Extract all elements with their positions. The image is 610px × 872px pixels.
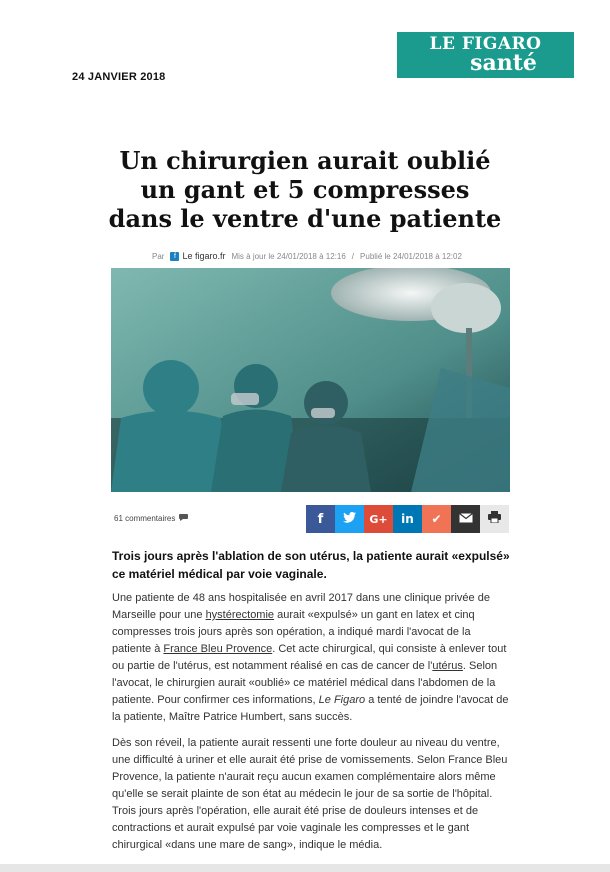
p1-text-a: Une patiente de 48 ans hospitalisée en avril 2017 dans une clinique privée de Marseille pour une	[112, 592, 490, 621]
share-google-plus-button[interactable]	[364, 505, 393, 533]
link-uterus[interactable]: utérus	[432, 660, 463, 672]
article-title	[100, 146, 510, 233]
share-linkedin-button[interactable]	[393, 505, 422, 533]
p1-italic-le-figaro: Le Figaro	[318, 694, 366, 706]
logo-line-1: LE FIGARO	[429, 34, 542, 54]
byline-source[interactable]	[170, 251, 225, 261]
article-photo	[111, 268, 510, 492]
share-viadeo-button[interactable]	[422, 505, 451, 533]
share-bar	[306, 505, 509, 533]
p1-text-e: a tenté de joindre l'avocat de la patiente, Maître Patrice Humbert, sans succès.	[112, 694, 509, 723]
publication-date: 24 JANVIER 2018	[72, 71, 166, 83]
comments-count: 61 commentaires	[114, 514, 176, 523]
email-icon	[459, 512, 473, 527]
title-line-2: un gant et 5 compresses	[140, 175, 470, 204]
share-facebook-button[interactable]	[306, 505, 335, 533]
p1-text-b: aurait «expulsé» un gant en latex et cinq compresses trois jours après son opération, a indiqué mardi l'avocat de la patiente à	[112, 609, 475, 655]
print-button[interactable]	[480, 505, 509, 533]
p1-text-d: . Selon l'avocat, le chirurgien aurait «oublié» ce matériel médical dans l'abdomen de la patiente. Pour confirmer ces informations,	[112, 660, 498, 706]
share-email-button[interactable]	[451, 505, 480, 533]
byline-separator: /	[351, 251, 355, 261]
link-france-bleu-provence[interactable]: France Bleu Provence	[163, 643, 273, 655]
article-paragraph-1	[112, 590, 512, 726]
twitter-icon	[343, 512, 356, 527]
published-date: Publié le 24/01/2018 à 12:02	[360, 251, 462, 261]
comments-link[interactable]	[114, 514, 188, 523]
linkedin-icon: in	[401, 512, 414, 526]
logo-line-2: santé	[470, 50, 537, 76]
source-icon: f	[170, 252, 179, 261]
title-line-1: Un chirurgien aurait oublié	[119, 146, 491, 175]
byline-prefix: Par	[152, 251, 165, 261]
title-line-3: dans le ventre d'une patiente	[108, 204, 502, 233]
comment-bubble-icon	[179, 514, 188, 523]
source-name: Le figaro.fr	[182, 251, 226, 261]
updated-date: Mis à jour le 24/01/2018 à 12:16	[231, 251, 346, 261]
viadeo-icon: ✔	[431, 512, 442, 526]
link-hysterectomie[interactable]: hystérectomie	[205, 609, 275, 621]
google-plus-icon: G+	[369, 512, 388, 526]
byline	[152, 251, 492, 261]
figaro-sante-logo[interactable]	[397, 32, 574, 78]
facebook-icon: f	[317, 511, 324, 527]
article-lead: Trois jours après l'ablation de son utérus, la patiente aurait «expulsé» ce matériel médical par voie vaginale.	[112, 549, 510, 581]
p1-text-c: . Cet acte chirurgical, qui consiste à enlever tout ou partie de l'utérus, est notamment réalisé en cas de cancer de l'	[112, 643, 507, 672]
share-twitter-button[interactable]	[335, 505, 364, 533]
print-icon	[488, 511, 501, 527]
article-paragraph-2: Dès son réveil, la patiente aurait ressenti une forte douleur au niveau du ventre, une difficulté à uriner et elle aurait été prise de vomissements. Selon France Bleu Provence, la patiente n'aurait reçu aucun examen complémentaire alors même qu'elle se serait plainte de son état au médecin le jour de sa sortie de l'hôpital. Trois jours après l'opération, elle aurait été prise de douleurs intenses et de contractions et aurait expulsé par voie vaginale les compresses et le gant chirurgical «dans une mare de sang», indique le média.	[112, 737, 508, 851]
bottom-bar	[0, 864, 610, 872]
